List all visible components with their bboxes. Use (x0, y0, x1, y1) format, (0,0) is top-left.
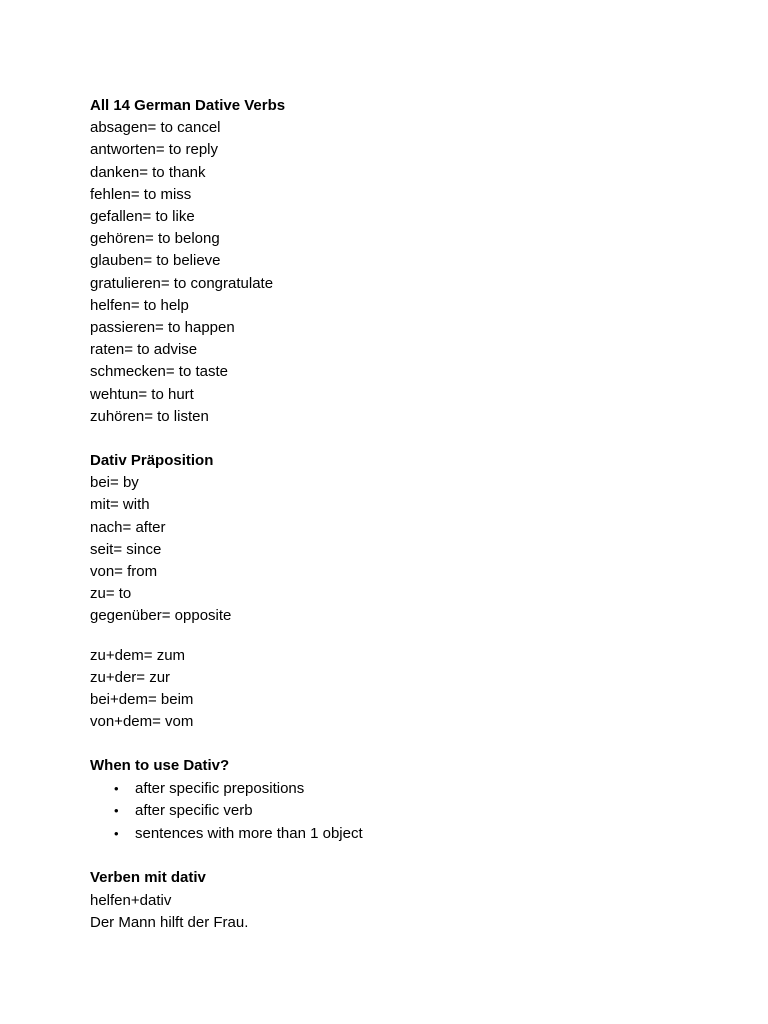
verb-line: glauben= to believe (90, 252, 221, 270)
contractions-section (90, 645, 710, 734)
document-content (90, 95, 710, 934)
preposition-line: bei= by (90, 474, 139, 492)
usage-bullet-item (90, 800, 710, 823)
spacer (90, 428, 710, 450)
contraction-line: bei+dem= beim (90, 691, 194, 709)
verb-line: schmecken= to taste (90, 363, 228, 381)
spacer (90, 628, 710, 645)
verb-line: gefallen= to like (90, 208, 195, 226)
usage-section (90, 755, 710, 845)
verb-example-heading: Verben mit dativ (90, 869, 206, 887)
verb-line: passieren= to happen (90, 319, 235, 337)
verb-line: helfen= to help (90, 296, 189, 314)
verb-line: absagen= to cancel (90, 119, 221, 137)
preposition-line: gegenüber= opposite (90, 607, 232, 625)
verb-line: raten= to advise (90, 341, 198, 359)
usage-bullet-text: sentences with more than 1 object (135, 824, 363, 842)
dative-verbs-section (90, 95, 710, 428)
contraction-line: zu+dem= zum (90, 646, 186, 664)
usage-bullet-item (90, 778, 710, 801)
usage-bullet-text: after specific verb (135, 802, 253, 820)
bullet-icon: • (114, 803, 119, 819)
verb-line: fehlen= to miss (90, 185, 192, 203)
usage-bullet-item (90, 823, 710, 846)
bullet-icon: • (114, 825, 119, 841)
verb-line: zuhören= to listen (90, 407, 209, 425)
verb-line: gratulieren= to congratulate (90, 274, 274, 292)
verb-example-line: helfen+dativ (90, 891, 172, 909)
preposition-line: zu= to (90, 585, 132, 603)
bullet-icon: • (114, 780, 119, 796)
usage-bullet-text: after specific prepositions (135, 779, 305, 797)
preposition-line: mit= with (90, 496, 150, 514)
verb-example-sentence: Der Mann hilft der Frau. (90, 913, 249, 931)
verb-line: gehören= to belong (90, 230, 220, 248)
contraction-line: zu+der= zur (90, 668, 171, 686)
dative-prepositions-section (90, 450, 710, 628)
preposition-line: von= from (90, 563, 158, 581)
verb-line: danken= to thank (90, 163, 206, 181)
verb-line: antworten= to reply (90, 141, 218, 159)
dative-prepositions-heading: Dativ Präposition (90, 452, 214, 470)
dative-verbs-heading: All 14 German Dative Verbs (90, 97, 286, 114)
preposition-line: nach= after (90, 518, 166, 536)
preposition-line: seit= since (90, 540, 162, 558)
verb-example-section (90, 867, 710, 934)
spacer (90, 845, 710, 867)
spacer (90, 733, 710, 755)
contraction-line: von+dem= vom (90, 713, 194, 731)
usage-heading: When to use Dativ? (90, 757, 230, 775)
verb-line: wehtun= to hurt (90, 385, 194, 403)
usage-bullet-list (90, 778, 710, 846)
